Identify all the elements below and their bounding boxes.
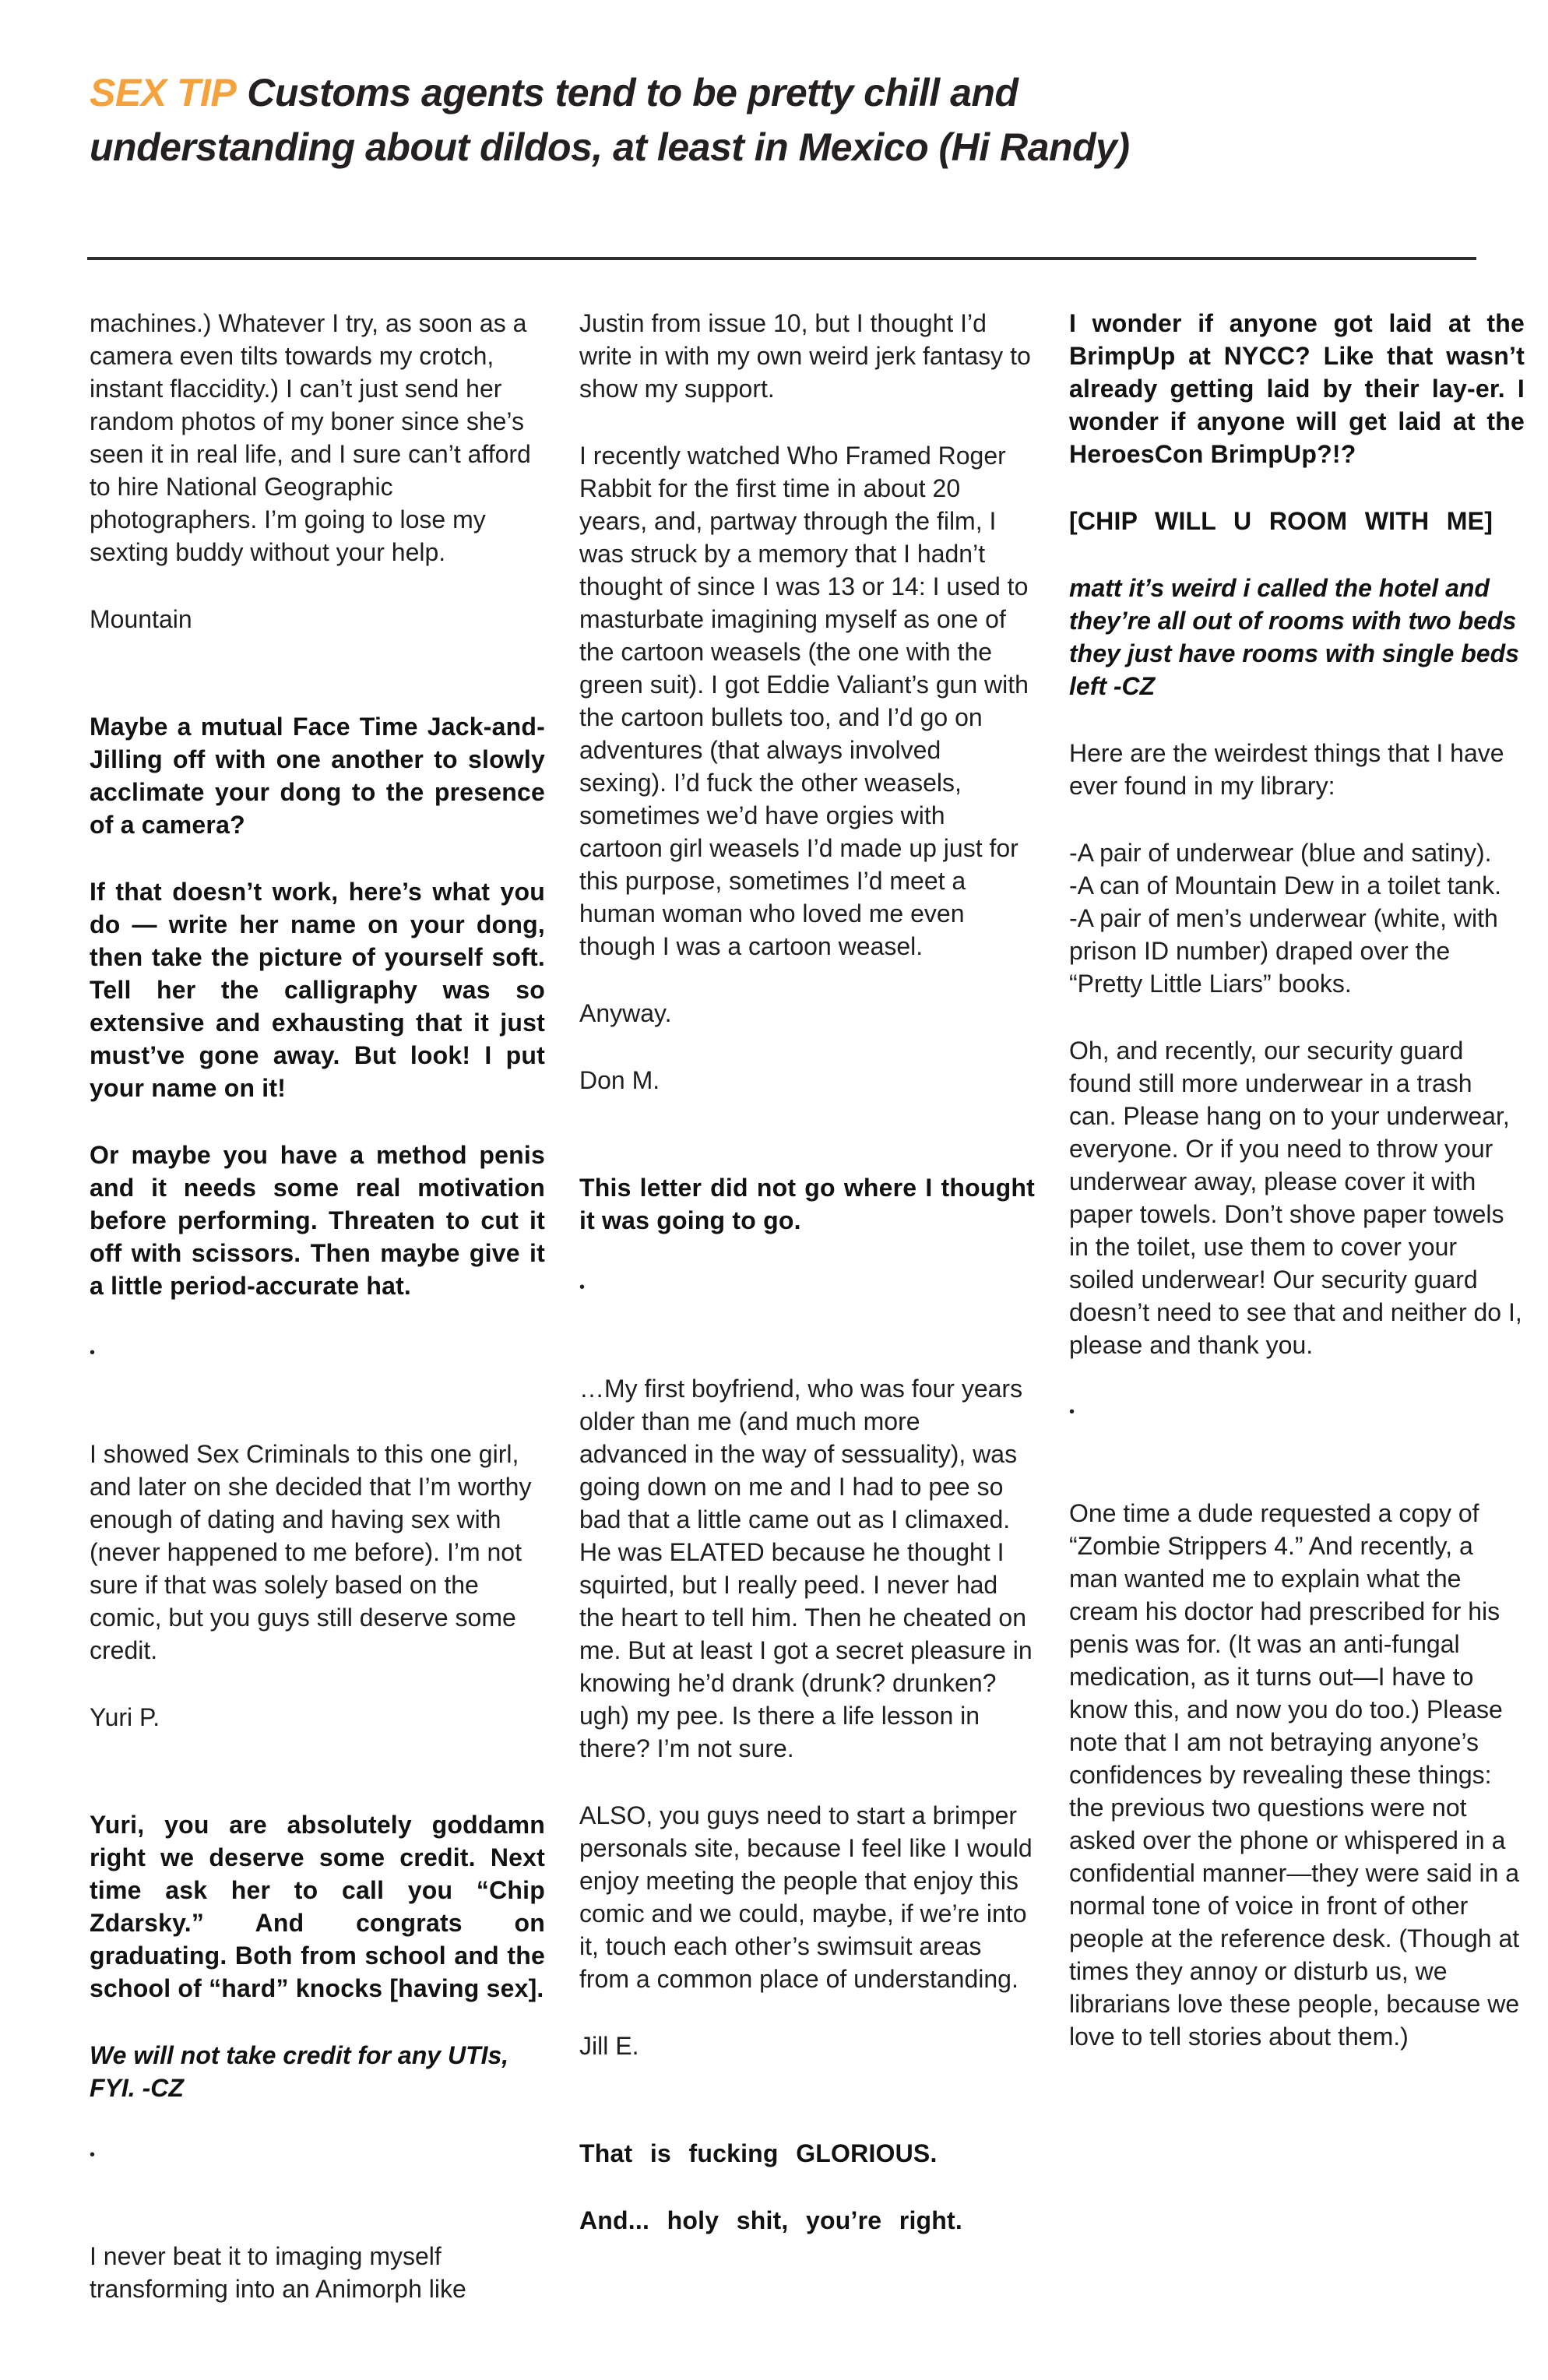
section-separator-bullet: •: [1069, 1403, 1075, 1421]
letter-paragraph: …My first boyfriend, who was four years older than me (and much more advanced in the way of sessuality), was going down on me and I had to pee so bad that a little came out as I climaxed. He was ELATED because he thought I squirted, but I really peed. I never had the heart to tell him. Then he cheated on me. But at least I got a secret pleasure in knowing he’d drank (drunk? drunken? ugh) my pee. Is there a life lesson in there? I’m not sure.: [579, 1375, 1033, 1762]
letter-signature: Mountain: [90, 605, 192, 633]
list-item: -A pair of men’s underwear (white, with prison ID number) draped over the “Pretty Little Liars” books.: [1069, 904, 1498, 998]
editor-reply: Yuri, you are absolutely goddamn right we deserve some credit. Next time ask her to call you “Chip Zdarsky.” And congrats on graduating. Both from school and the school of “hard” knocks [having sex].: [90, 1811, 545, 2002]
letter-paragraph: I recently watched Who Framed Roger Rabbit for the first time in about 20 years, and, partway through the film, I was struck by a memory that I hadn’t thought of since I was 13 or 14: I used to masturbate imagining myself as one of the cartoon weasels (the one with the green suit). I got Eddie Valiant’s gun with the cartoon bullets too, and I’d go on adventures (that always involved sexing). I’d fuck the other weasels, sometimes we’d have orgies with cartoon girl weasels I’d made up just for this purpose, sometimes I’d meet a human woman who loved me even though I was a cartoon weasel.: [579, 442, 1029, 960]
page-title: [0, 0, 1398, 174]
letter-paragraph: Oh, and recently, our security guard found still more underwear in a trash can. Please hang on to your underwear, everyone. Or if you need to throw your underwear away, please cover it with paper towels. Don’t shove paper towels in the toilet, use them to cover your soiled underwear! Our security guard doesn’t need to see that and neither do I, please and thank you.: [1069, 1037, 1522, 1359]
sex-tip-label: SEX TIP: [90, 71, 237, 114]
column-1: [90, 307, 545, 2340]
letter-paragraph: I never beat it to imaging myself transforming into an Animorph like: [90, 2242, 466, 2303]
editor-reply: I wonder if anyone got laid at the BrimpUp at NYCC? Like that wasn’t already getting laid by their lay-er. I wonder if anyone will get laid at the HeroesCon BrimpUp?!?: [1069, 309, 1525, 468]
letter-paragraph: machines.) Whatever I try, as soon as a camera even tilts towards my crotch, instant flaccidity.) I can’t just send her random photos of my boner since she’s seen it in real life, and I sure can’t afford to hire National Geographic photographers. I’m going to lose my sexting buddy without your help.: [90, 309, 531, 566]
letter-paragraph: Anyway.: [579, 999, 672, 1027]
editor-reply-italic: We will not take credit for any UTIs, FYI. -CZ: [90, 2041, 509, 2102]
column-3: [1069, 307, 1525, 2087]
letter-paragraph: Justin from issue 10, but I thought I’d write in with my own weird jerk fantasy to show my support.: [579, 309, 1031, 403]
letter-paragraph: I showed Sex Criminals to this one girl, and later on she decided that I’m worthy enough of dating and having sex with (never happened to me before). I’m not sure if that was solely based on the comic, but you guys still deserve some credit.: [90, 1440, 532, 1664]
section-separator-bullet: •: [90, 2146, 96, 2163]
editor-reply: Or maybe you have a method penis and it needs some real motivation before performing. Threaten to cut it off with scissors. Then maybe give it a little period-accurate hat.: [90, 1141, 545, 1300]
editor-reply: [CHIP WILL U ROOM WITH ME]: [1069, 507, 1493, 535]
letter-paragraph: ALSO, you guys need to start a brimper personals site, because I feel like I would enjoy meeting the people that enjoy this comic and we could, maybe, if we’re into it, touch each other’s swimsuit areas from a common place of understanding.: [579, 1801, 1033, 1993]
section-separator-bullet: •: [90, 1344, 96, 1361]
letter-signature: Jill E.: [579, 2032, 639, 2060]
editor-reply: This letter did not go where I thought it was going to go.: [579, 1174, 1035, 1234]
letters-columns: [0, 260, 1548, 2340]
list-item: -A can of Mountain Dew in a toilet tank.: [1069, 871, 1501, 900]
editor-reply-italic: matt it’s weird i called the hotel and they’re all out of rooms with two beds they just have rooms with single beds left -CZ: [1069, 574, 1519, 700]
editor-reply: That is fucking GLORIOUS.: [579, 2139, 938, 2167]
letter-signature: Don M.: [579, 1066, 660, 1094]
section-separator-bullet: •: [579, 1279, 586, 1296]
column-2: [579, 307, 1035, 2271]
sex-tip-headline: Customs agents tend to be pretty chill and understanding about dildos, at least in Mexico (Hi Randy): [90, 71, 1130, 169]
editor-reply: And... holy shit, you’re right.: [579, 2206, 962, 2234]
letter-paragraph: Here are the weirdest things that I have ever found in my library:: [1069, 739, 1504, 800]
editor-reply: If that doesn’t work, here’s what you do — write her name on your dong, then take the picture of yourself soft. Tell her the calligraphy was so extensive and exhausting that it just must’ve gone away. But look! I put your name on it!: [90, 878, 545, 1102]
editor-reply: Maybe a mutual Face Time Jack-and-Jilling off with one another to slowly acclimate your dong to the presence of a camera?: [90, 713, 545, 839]
letter-paragraph: One time a dude requested a copy of “Zombie Strippers 4.” And recently, a man wanted me to explain what the cream his doctor had prescribed for his penis was for. (It was an anti-fungal medication, as it turns out—I have to know this, and now you do too.) Please note that I am not betraying anyone’s confidences by revealing these things: the previous two questions were not asked over the phone or whispered in a confidential manner—they were said in a normal tone of voice in front of other people at the reference desk. (Though at times they annoy or disturb us, we librarians love these people, because we love to tell stories about them.): [1069, 1499, 1520, 2051]
list-item: -A pair of underwear (blue and satiny).: [1069, 839, 1492, 867]
letter-signature: Yuri P.: [90, 1703, 160, 1731]
